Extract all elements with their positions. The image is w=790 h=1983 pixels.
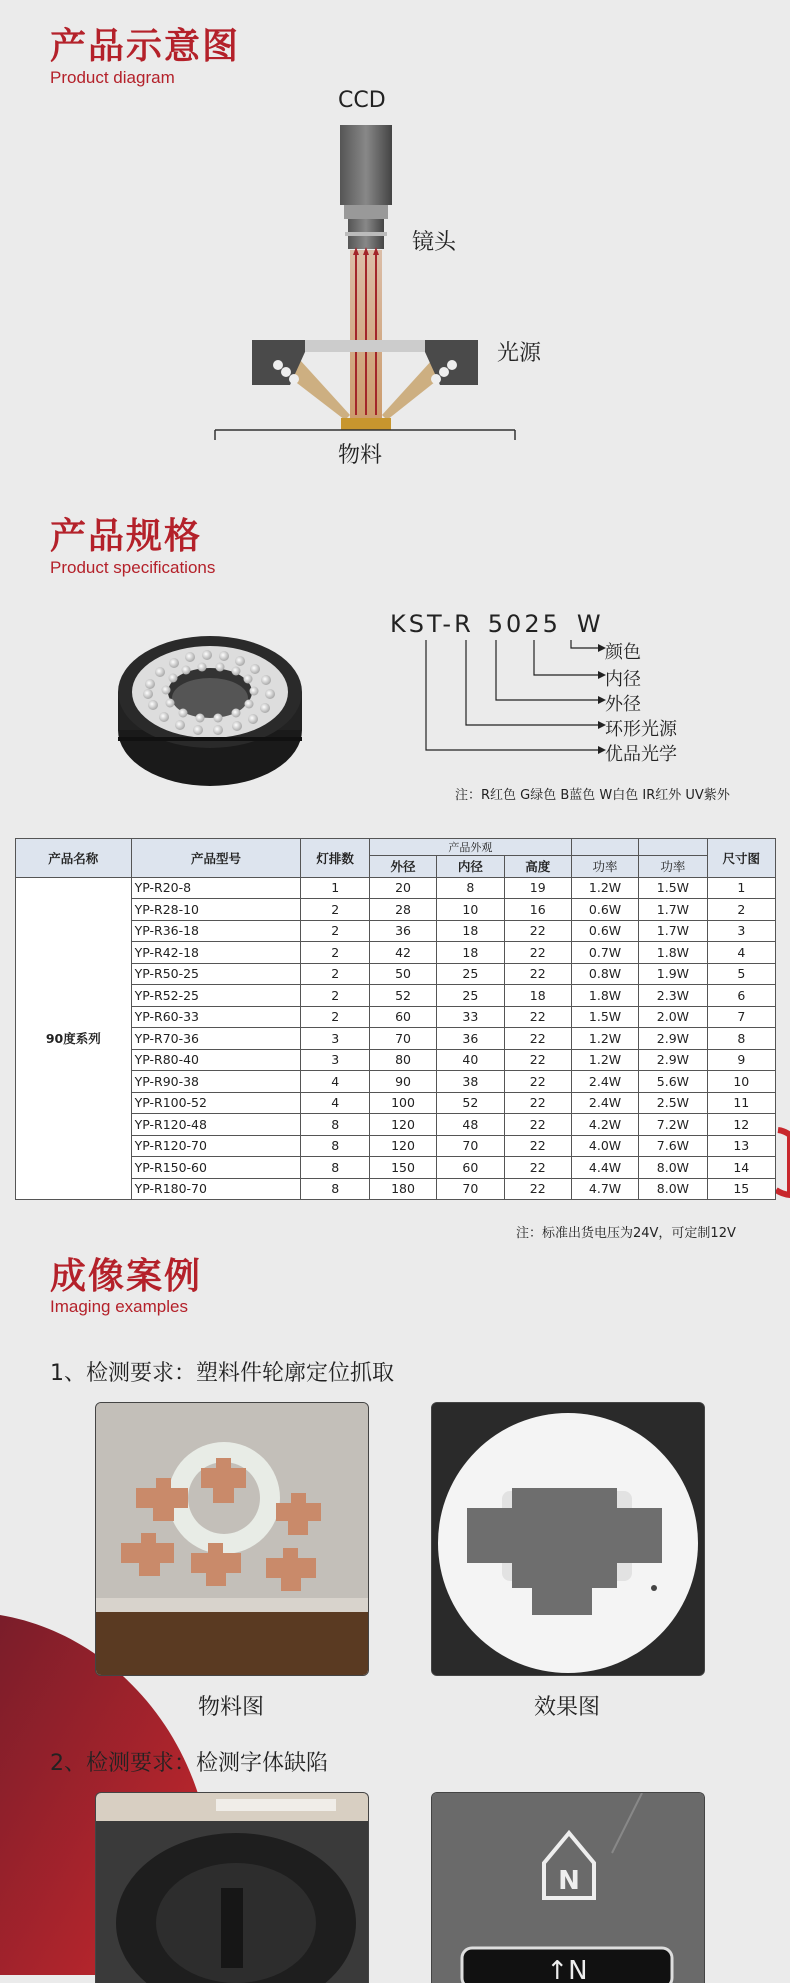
cell-model: YP-R80-40 <box>131 1049 301 1071</box>
cell-model: YP-R28-10 <box>131 899 301 921</box>
cell-height: 22 <box>504 1071 571 1093</box>
code-part-inner: 25 <box>524 610 561 638</box>
legend-outer: 外径 <box>605 694 641 715</box>
cell-size: 15 <box>707 1178 775 1200</box>
cell-height: 22 <box>504 963 571 985</box>
cell-model: YP-R20-8 <box>131 877 301 899</box>
cell-rows: 4 <box>301 1092 369 1114</box>
cell-inner: 8 <box>437 877 504 899</box>
cell-size: 4 <box>707 942 775 964</box>
cell-inner: 18 <box>437 920 504 942</box>
section-title-examples: 成像案例 <box>50 1256 203 1297</box>
cell-inner: 40 <box>437 1049 504 1071</box>
legend-color: 颜色 <box>605 642 641 663</box>
case-1-material-photo <box>95 1402 369 1676</box>
cell-size: 5 <box>707 963 775 985</box>
cell-size: 14 <box>707 1157 775 1179</box>
cell-power-1: 4.2W <box>571 1114 638 1136</box>
cell-rows: 2 <box>301 1006 369 1028</box>
cell-outer: 70 <box>369 1028 436 1050</box>
section-subtitle-examples: Imaging examples <box>50 1297 188 1316</box>
cell-rows: 3 <box>301 1049 369 1071</box>
spec-table <box>15 838 776 1200</box>
cell-power-2: 1.9W <box>639 963 707 985</box>
cell-inner: 38 <box>437 1071 504 1093</box>
cell-model: YP-R60-33 <box>131 1006 301 1028</box>
case-2-result-photo <box>431 1792 705 1983</box>
cell-height: 22 <box>504 1178 571 1200</box>
cell-outer: 42 <box>369 942 436 964</box>
cell-power-1: 1.8W <box>571 985 638 1007</box>
cell-outer: 50 <box>369 963 436 985</box>
cell-inner: 25 <box>437 985 504 1007</box>
cell-power-2: 1.7W <box>639 899 707 921</box>
cell-model: YP-R100-52 <box>131 1092 301 1114</box>
cell-height: 22 <box>504 1049 571 1071</box>
cell-power-2: 2.0W <box>639 1006 707 1028</box>
cell-model: YP-R90-38 <box>131 1071 301 1093</box>
cell-model: YP-R50-25 <box>131 963 301 985</box>
cell-rows: 2 <box>301 942 369 964</box>
cell-height: 16 <box>504 899 571 921</box>
cell-inner: 70 <box>437 1178 504 1200</box>
cell-rows: 2 <box>301 963 369 985</box>
cell-height: 22 <box>504 1114 571 1136</box>
header-power-1: 功率 <box>571 856 638 878</box>
cell-rows: 8 <box>301 1178 369 1200</box>
cell-power-2: 2.9W <box>639 1049 707 1071</box>
case-1-title: 1、检测要求：塑料件轮廓定位抓取 <box>50 1361 394 1386</box>
header-height: 高度 <box>504 856 571 878</box>
cell-outer: 180 <box>369 1178 436 1200</box>
case-2-title: 2、检测要求：检测字体缺陷 <box>50 1751 328 1776</box>
cell-inner: 36 <box>437 1028 504 1050</box>
cell-power-2: 2.5W <box>639 1092 707 1114</box>
code-part-color: W <box>576 610 604 638</box>
header-name: 产品名称 <box>16 839 132 878</box>
cell-size: 7 <box>707 1006 775 1028</box>
cell-power-1: 2.4W <box>571 1092 638 1114</box>
cell-inner: 33 <box>437 1006 504 1028</box>
legend-ring: 环形光源 <box>605 719 677 740</box>
cell-power-2: 5.6W <box>639 1071 707 1093</box>
cell-power-1: 1.2W <box>571 1049 638 1071</box>
cell-size: 3 <box>707 920 775 942</box>
cell-model: YP-R150-60 <box>131 1157 301 1179</box>
cell-height: 22 <box>504 1028 571 1050</box>
cell-power-2: 2.9W <box>639 1028 707 1050</box>
cell-power-2: 1.8W <box>639 942 707 964</box>
header-size: 尺寸图 <box>707 839 775 878</box>
cell-size: 12 <box>707 1114 775 1136</box>
header-blank-2 <box>639 839 707 856</box>
cell-power-2: 8.0W <box>639 1157 707 1179</box>
cell-size: 11 <box>707 1092 775 1114</box>
cell-power-1: 0.6W <box>571 899 638 921</box>
table-row <box>16 877 776 899</box>
cell-size: 6 <box>707 985 775 1007</box>
cell-power-2: 7.2W <box>639 1114 707 1136</box>
cell-outer: 90 <box>369 1071 436 1093</box>
section-title-specs: 产品规格 <box>50 516 203 557</box>
cell-power-1: 1.2W <box>571 877 638 899</box>
case-1-caption-material: 物料图 <box>197 1695 264 1720</box>
cell-size: 2 <box>707 899 775 921</box>
code-part-prefix: KST-R <box>390 610 474 638</box>
cell-power-2: 8.0W <box>639 1178 707 1200</box>
cell-size: 1 <box>707 877 775 899</box>
cell-height: 19 <box>504 877 571 899</box>
cell-rows: 8 <box>301 1114 369 1136</box>
cell-outer: 20 <box>369 877 436 899</box>
cell-outer: 100 <box>369 1092 436 1114</box>
cell-outer: 36 <box>369 920 436 942</box>
cell-power-1: 0.6W <box>571 920 638 942</box>
cell-model: YP-R70-36 <box>131 1028 301 1050</box>
cell-power-1: 0.7W <box>571 942 638 964</box>
cell-outer: 150 <box>369 1157 436 1179</box>
cell-height: 22 <box>504 942 571 964</box>
cell-rows: 2 <box>301 985 369 1007</box>
header-inner: 内径 <box>437 856 504 878</box>
cell-model: YP-R52-25 <box>131 985 301 1007</box>
cell-inner: 52 <box>437 1092 504 1114</box>
case-2-material-photo <box>95 1792 369 1983</box>
cell-outer: 120 <box>369 1114 436 1136</box>
cell-outer: 28 <box>369 899 436 921</box>
section-title-diagram: 产品示意图 <box>50 26 241 67</box>
cell-power-1: 1.5W <box>571 1006 638 1028</box>
diagram-label-light: 光源 <box>497 341 542 366</box>
cell-power-2: 2.3W <box>639 985 707 1007</box>
cell-model: YP-R180-70 <box>131 1178 301 1200</box>
case-1-caption-result: 效果图 <box>533 1695 600 1720</box>
cell-model: YP-R36-18 <box>131 920 301 942</box>
code-part-outer: 50 <box>487 610 525 638</box>
header-power-2: 功率 <box>639 856 707 878</box>
cell-inner: 25 <box>437 963 504 985</box>
cell-power-1: 2.4W <box>571 1071 638 1093</box>
cell-height: 22 <box>504 1135 571 1157</box>
header-blank-1 <box>571 839 638 856</box>
cell-power-1: 0.8W <box>571 963 638 985</box>
cell-rows: 2 <box>301 920 369 942</box>
cell-size: 9 <box>707 1049 775 1071</box>
cell-model: YP-R120-48 <box>131 1114 301 1136</box>
cell-power-2: 1.7W <box>639 920 707 942</box>
cell-inner: 18 <box>437 942 504 964</box>
diagram-label-material: 物料 <box>338 443 383 468</box>
cell-rows: 1 <box>301 877 369 899</box>
cell-rows: 3 <box>301 1028 369 1050</box>
cell-inner: 70 <box>437 1135 504 1157</box>
legend-brand: 优品光学 <box>605 744 677 765</box>
case-1-result-photo <box>431 1402 705 1676</box>
cell-inner: 60 <box>437 1157 504 1179</box>
cell-height: 22 <box>504 1092 571 1114</box>
cell-power-2: 7.6W <box>639 1135 707 1157</box>
cell-height: 22 <box>504 1006 571 1028</box>
code-bracket-lines <box>0 0 790 780</box>
cell-height: 22 <box>504 920 571 942</box>
cell-rows: 4 <box>301 1071 369 1093</box>
header-model: 产品型号 <box>131 839 301 878</box>
cell-power-1: 1.2W <box>571 1028 638 1050</box>
cell-height: 22 <box>504 1157 571 1179</box>
cell-rows: 8 <box>301 1157 369 1179</box>
cell-outer: 80 <box>369 1049 436 1071</box>
section-subtitle-specs: Product specifications <box>50 558 216 577</box>
cell-inner: 10 <box>437 899 504 921</box>
cell-power-1: 4.0W <box>571 1135 638 1157</box>
header-rows: 灯排数 <box>301 839 369 878</box>
voltage-note: 注：标准出货电压为24V，可定制12V <box>516 1226 736 1241</box>
cell-rows: 8 <box>301 1135 369 1157</box>
cell-model: YP-R120-70 <box>131 1135 301 1157</box>
cell-height: 18 <box>504 985 571 1007</box>
cell-model: YP-R42-18 <box>131 942 301 964</box>
cell-power-1: 4.4W <box>571 1157 638 1179</box>
cell-size: 10 <box>707 1071 775 1093</box>
cell-power-2: 1.5W <box>639 877 707 899</box>
cell-size: 8 <box>707 1028 775 1050</box>
diagram-label-ccd: CCD <box>338 88 386 113</box>
cell-size: 13 <box>707 1135 775 1157</box>
header-appearance: 产品外观 <box>369 839 571 856</box>
cell-outer: 52 <box>369 985 436 1007</box>
svg-text:N: N <box>558 1866 580 1896</box>
svg-text:↑N: ↑N <box>546 1956 588 1983</box>
cell-series: 90度系列 <box>16 877 132 1200</box>
section-subtitle-diagram: Product diagram <box>50 68 175 87</box>
diagram-label-lens: 镜头 <box>412 230 457 255</box>
cell-inner: 48 <box>437 1114 504 1136</box>
cell-rows: 2 <box>301 899 369 921</box>
legend-inner: 内径 <box>605 669 641 690</box>
cell-outer: 60 <box>369 1006 436 1028</box>
header-outer: 外径 <box>369 856 436 878</box>
color-note: 注：R红色 G绿色 B蓝色 W白色 IR红外 UV紫外 <box>455 788 730 803</box>
cell-outer: 120 <box>369 1135 436 1157</box>
cell-power-1: 4.7W <box>571 1178 638 1200</box>
